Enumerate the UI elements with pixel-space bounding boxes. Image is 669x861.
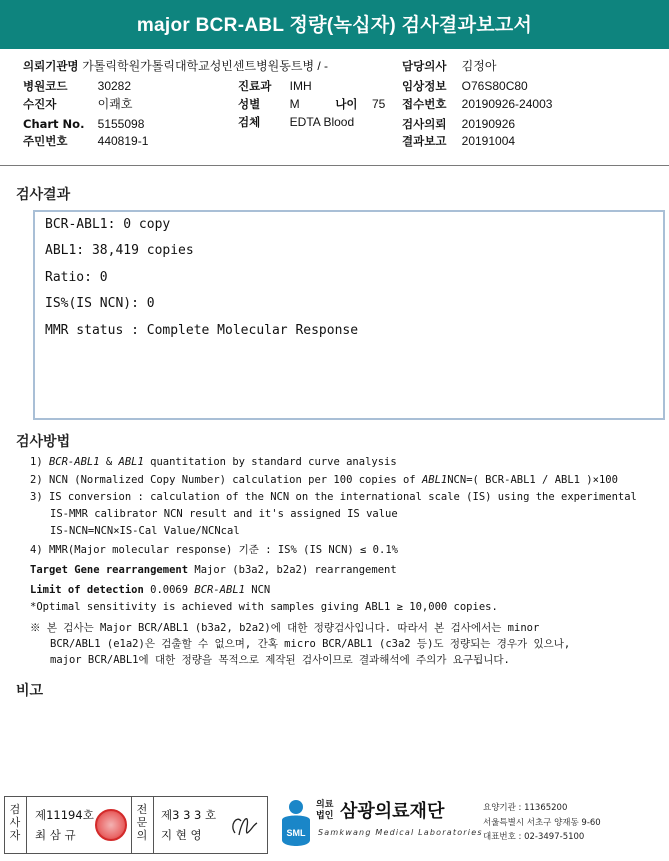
chart-label: Chart No. [23, 117, 85, 131]
result-abl1: ABL1: 38,419 copies [45, 243, 194, 258]
doctor-row [402, 58, 496, 74]
lod-label: Limit of detection [30, 584, 144, 596]
method-1-prefix: 1) [30, 456, 49, 468]
tester-vertical-label: 검사자 [9, 803, 21, 842]
lab-contact-address: 서울특별시 서초구 양재동 9-60 [483, 818, 601, 828]
institution-label: 의뢰기관명 [23, 59, 79, 73]
clinical-row [402, 78, 528, 94]
lab-name: 삼광의료재단 [340, 801, 445, 822]
method-item-3-line1: 3) IS conversion : calculation of the NCN on the international scale (IS) using the experimental [30, 491, 637, 503]
specimen-label: 검체 [238, 115, 261, 129]
signature-box [4, 796, 268, 854]
tester-vertical-cell [5, 797, 27, 853]
note-line-3: major BCR/ABL1에 대한 정량을 목적으로 제작된 검사이므로 결과해석에 주의가 요구됩니다. [50, 654, 510, 666]
confirm-license-no: 제3 3 3 호 [161, 808, 217, 822]
patient-value: 이쾌호 [97, 97, 133, 111]
optimal-note: *Optimal sensitivity is achieved with samples giving ABL1 ≥ 10,000 copies. [30, 601, 498, 613]
method-2-formula: NCN=( BCR-ABL1 / ABL1 )×100 [447, 474, 618, 486]
seal-stamp-icon [95, 809, 127, 841]
method-1-rest: quantitation by standard curve analysis [143, 456, 397, 468]
patient-label: 수진자 [23, 97, 57, 111]
remarks-heading: 비고 [16, 683, 44, 699]
lab-logo [278, 798, 314, 854]
result-ratio: Ratio: 0 [45, 270, 108, 285]
clinical-label: 임상정보 [402, 79, 447, 93]
tester-license-no: 제11194호 [35, 808, 94, 822]
method-2-gene: ABL1 [421, 474, 448, 486]
dept-row [238, 78, 312, 94]
id-label: 주민번호 [23, 134, 68, 148]
request-row [402, 116, 515, 132]
accession-row [402, 96, 552, 112]
chart-value: 5155098 [97, 117, 145, 131]
logo-text: SML [286, 828, 306, 838]
method-2-text: 2) NCN (Normalized Copy Number) calculation per 100 copies of [30, 474, 422, 486]
accession-value: 20190926-24003 [461, 97, 553, 111]
report-row [402, 133, 515, 149]
lab-contact-code: 요양기관 : 11365200 [483, 803, 568, 813]
method-item-3-line3: IS-NCN=NCN×IS-Cal Value/NCNcal [50, 525, 240, 537]
report-label: 결과보고 [402, 134, 447, 148]
method-1-amp: & [99, 456, 119, 468]
target-gene-label: Target Gene rearrangement [30, 564, 189, 576]
doctor-label: 담당의사 [402, 59, 447, 73]
doctor-value: 김정아 [461, 59, 497, 73]
result-is-percent: IS%(IS NCN): 0 [45, 296, 155, 311]
sex-value: M [289, 97, 300, 111]
confirm-name: 지 현 영 [161, 828, 202, 842]
institution-row [23, 58, 328, 74]
age-value: 75 [371, 97, 386, 111]
lab-tag: 의료법인 [316, 800, 334, 821]
results-heading: 검사결과 [16, 187, 71, 203]
target-gene-row [30, 563, 397, 577]
method-item-2 [30, 473, 618, 487]
sex-row [238, 96, 385, 112]
request-label: 검사의뢰 [402, 117, 447, 131]
chart-row [23, 116, 144, 132]
note-line-2: BCR/ABL1 (e1a2)은 검출할 수 없으며, 간혹 micro BCR/ABL1 (c3a2 등)도 정량되는 경우가 있으나, [50, 638, 571, 650]
header-divider [0, 165, 669, 166]
method-1-gene2: ABL1 [118, 456, 144, 468]
report-value: 20191004 [461, 134, 516, 148]
patient-row [23, 96, 132, 112]
target-gene-value: Major (b3a2, b2a2) rearrangement [194, 564, 397, 576]
specimen-row [238, 114, 354, 130]
sml-logo-icon [278, 798, 314, 850]
sex-label: 성별 [238, 97, 261, 111]
method-item-3-line2: IS-MMR calibrator NCN result and it's assigned IS value [50, 508, 398, 520]
age-label: 나이 [335, 97, 358, 111]
lod-value: 0.0069 [150, 584, 195, 596]
report-title: major BCR-ABL 정량(녹십자) 검사결과보고서 [0, 0, 669, 49]
clinical-value: O76S80C80 [461, 79, 528, 93]
confirm-vertical-label: 전문의 [136, 803, 148, 842]
confirm-vertical-cell [131, 797, 154, 853]
method-item-4: 4) MMR(Major molecular response) 기준 : IS% (IS NCN) ≤ 0.1% [30, 544, 398, 556]
lod-row [30, 583, 270, 597]
ward-value: 동트병 / - [279, 59, 329, 73]
method-heading: 검사방법 [16, 434, 71, 450]
specimen-value: EDTA Blood [289, 115, 355, 129]
result-mmr-status: MMR status : Complete Molecular Response [45, 323, 359, 338]
hospital-code-value: 30282 [97, 79, 132, 93]
results-box [33, 210, 665, 420]
request-value: 20190926 [461, 117, 516, 131]
method-item-1 [30, 455, 397, 469]
lod-unit: NCN [244, 584, 271, 596]
tester-name: 최 삼 규 [35, 828, 76, 842]
dept-value: IMH [289, 79, 312, 93]
lab-english-name: Samkwang Medical Laboratories [318, 828, 483, 837]
lab-contact-phone: 대표번호 : 02-3497-5100 [483, 832, 585, 842]
result-bcr-abl1: BCR-ABL1: 0 copy [45, 217, 171, 232]
institution-value: 가톨릭학원가톨릭대학교성빈센트병원 [82, 59, 280, 73]
method-1-gene1: BCR-ABL1 [48, 456, 100, 468]
signature-icon [227, 811, 263, 841]
note-line-1: ※ 본 검사는 Major BCR/ABL1 (b3a2, b2a2)에 대한 정량검사입니다. 따라서 본 검사에서는 minor [30, 622, 540, 634]
id-row [23, 133, 148, 149]
hospital-code-row [23, 78, 131, 94]
id-value: 440819-1 [97, 134, 149, 148]
lod-gene: BCR-ABL1 [194, 584, 245, 596]
hospital-code-label: 병원코드 [23, 79, 68, 93]
accession-label: 접수번호 [402, 97, 447, 111]
dept-label: 진료과 [238, 79, 272, 93]
